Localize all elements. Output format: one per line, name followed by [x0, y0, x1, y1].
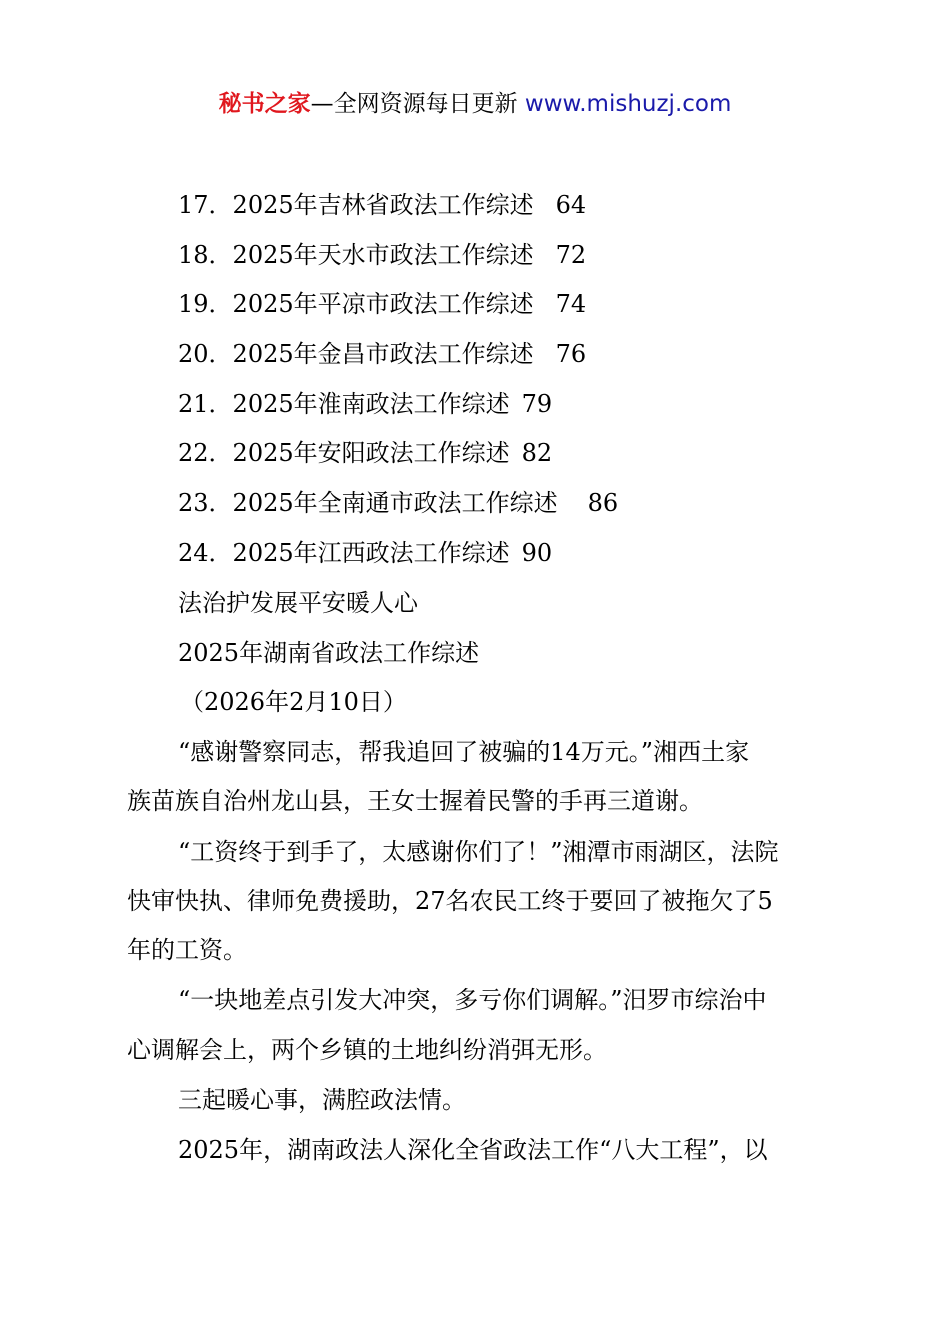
paragraph-line: 快审快执、律师免费援助，27名农民工终于要回了被拖欠了5	[127, 887, 773, 915]
toc-title: 2025年天水市政法工作综述	[232, 241, 534, 269]
toc-number: 24．	[178, 539, 233, 567]
toc-page: 90	[521, 539, 553, 567]
paragraph-line: 心调解会上，两个乡镇的土地纠纷消弭无形。	[127, 1036, 607, 1064]
toc-title: 2025年金昌市政法工作综述	[232, 340, 534, 368]
paragraph-line: 年的工资。	[127, 936, 247, 964]
toc-number: 22．	[178, 439, 233, 467]
paragraph-line: “感谢警察同志，帮我追回了被骗的14万元。”湘西土家	[178, 738, 750, 766]
toc-page: 72	[555, 241, 587, 269]
toc-page: 74	[555, 290, 587, 318]
toc-number: 21．	[178, 390, 233, 418]
banner-tagline: —全网资源每日更新	[310, 91, 518, 117]
paragraph-line: 2025年，湖南政法人深化全省政法工作“八大工程”，以	[178, 1136, 768, 1164]
toc-number: 18．	[178, 241, 233, 269]
paragraph-line: 三起暖心事，满腔政法情。	[178, 1086, 466, 1114]
toc-page: 86	[587, 489, 619, 517]
brand-name: 秘书之家	[218, 91, 311, 117]
toc-number: 23．	[178, 489, 233, 517]
article-date: （2026年2月10日）	[180, 688, 407, 716]
toc-title: 2025年淮南政法工作综述	[232, 390, 510, 418]
toc-page: 64	[555, 191, 587, 219]
toc-page: 82	[521, 439, 553, 467]
paragraph-line: “一块地差点引发大冲突，多亏你们调解。”汨罗市综治中	[178, 986, 767, 1014]
toc-page: 76	[555, 340, 587, 368]
toc-entry	[178, 537, 552, 569]
site-url-link[interactable]: www.mishuzj.com	[524, 91, 732, 117]
toc-entry	[178, 388, 552, 420]
toc-title: 2025年吉林省政法工作综述	[232, 191, 534, 219]
toc-entry	[178, 338, 586, 370]
toc-number: 17．	[178, 191, 233, 219]
toc-title: 2025年平凉市政法工作综述	[232, 290, 534, 318]
toc-title: 2025年安阳政法工作综述	[232, 439, 510, 467]
site-banner	[0, 88, 950, 120]
article-subtitle: 2025年湖南省政法工作综述	[178, 639, 480, 667]
toc-number: 20．	[178, 340, 233, 368]
toc-page: 79	[521, 390, 553, 418]
toc-entry	[178, 288, 586, 320]
toc-title: 2025年江西政法工作综述	[232, 539, 510, 567]
toc-number: 19．	[178, 290, 233, 318]
toc-title: 2025年全南通市政法工作综述	[232, 489, 558, 517]
paragraph-line: “工资终于到手了，太感谢你们了！”湘潭市雨湖区，法院	[178, 838, 779, 866]
paragraph-line: 族苗族自治州龙山县，王女士握着民警的手再三道谢。	[127, 787, 703, 815]
article-headline: 法治护发展平安暖人心	[178, 589, 418, 617]
toc-entry	[178, 189, 586, 221]
toc-entry	[178, 487, 618, 519]
toc-entry	[178, 437, 552, 469]
toc-entry	[178, 239, 586, 271]
